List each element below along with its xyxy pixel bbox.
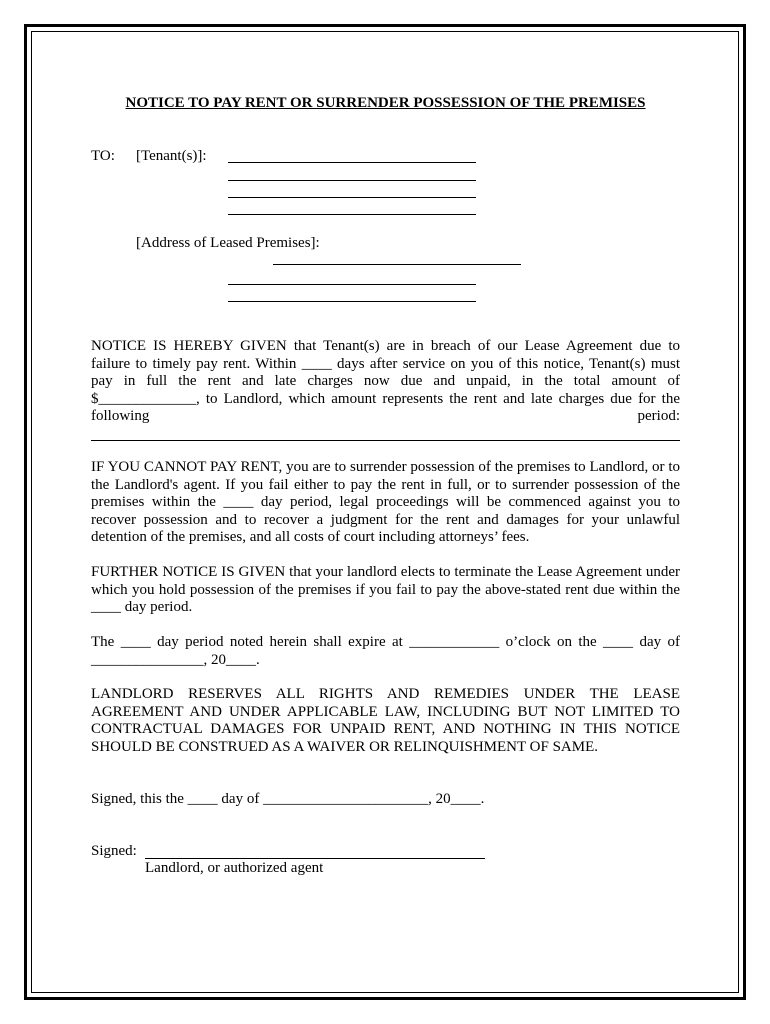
signed-label: Signed: (91, 843, 137, 859)
expire-text: The ____ day period noted herein shall expire at ____________ o’clock on the ____ day of _______________, 20____. (91, 634, 680, 668)
address-line-1[interactable] (273, 264, 521, 265)
period-line[interactable] (91, 440, 680, 441)
notice-line-1: NOTICE IS HEREBY GIVEN that Tenant(s) are in breach of our Lease Agreement due to (91, 338, 680, 354)
signed-date-line: Signed, this the ____ day of ______________________, 20____. (91, 791, 485, 807)
reserves-text: LANDLORD RESERVES ALL RIGHTS AND REMEDIES UNDER THE LEASE AGREEMENT AND UNDER APPLICABLE LAW, INCLUDING BUT NOT LIMITED TO CONTRACTUAL DAMAGES FOR UNPAID RENT, AND NOTHING IN THIS NOTICE SHOULD BE CONSTRUED AS A WAIVER OR RELINQUISHMENT OF SAME. (91, 686, 680, 755)
notice-line-5-left: following (91, 408, 150, 424)
tenant-line-4[interactable] (228, 214, 476, 215)
tenant-label: [Tenant(s)]: (136, 148, 207, 164)
notice-line-2: failure to timely pay rent. Within ____ days after service on you of this notice, Tenant(s) must (91, 355, 680, 372)
notice-line-3: pay in full the rent and late charges now due and unpaid, in the total amount of (91, 373, 680, 389)
tenant-line-3[interactable] (228, 197, 476, 198)
further-notice-text: FURTHER NOTICE IS GIVEN that your landlord elects to terminate the Lease Agreement under which you hold possession of the premises if you fail to pay the above-stated rent due within the ____ day period. (91, 564, 680, 615)
address-line-2[interactable] (228, 284, 476, 285)
further-notice-paragraph (91, 564, 680, 617)
reserves-paragraph (91, 686, 680, 756)
address-line-3[interactable] (228, 301, 476, 302)
notice-line-5-right: period: (637, 408, 680, 424)
cannot-pay-text: IF YOU CANNOT PAY RENT, you are to surrender possession of the premises to Landlord, or to the Landlord's agent. If you fail either to pay the rent in full, or to surrender possession of the premises within the ____ day period, legal proceedings will be commenced against you to recover possession and to recover a judgment for the rent and damages for your unlawful detention of the premises, and all costs of court including attorneys’ fees. (91, 459, 680, 545)
notice-line-4: $_____________, to Landlord, which amount represents the rent and late charges due for the (91, 390, 680, 407)
notice-paragraph (91, 338, 680, 426)
to-label: TO: (91, 148, 115, 164)
document-title: NOTICE TO PAY RENT OR SURRENDER POSSESSION OF THE PREMISES (125, 95, 646, 111)
address-label: [Address of Leased Premises]: (136, 235, 320, 251)
tenant-line-2[interactable] (228, 180, 476, 181)
signer-caption: Landlord, or authorized agent (145, 860, 324, 876)
expire-paragraph (91, 634, 680, 669)
cannot-pay-paragraph (91, 459, 680, 547)
signature-line[interactable] (145, 858, 485, 859)
tenant-line-1[interactable] (228, 162, 476, 163)
